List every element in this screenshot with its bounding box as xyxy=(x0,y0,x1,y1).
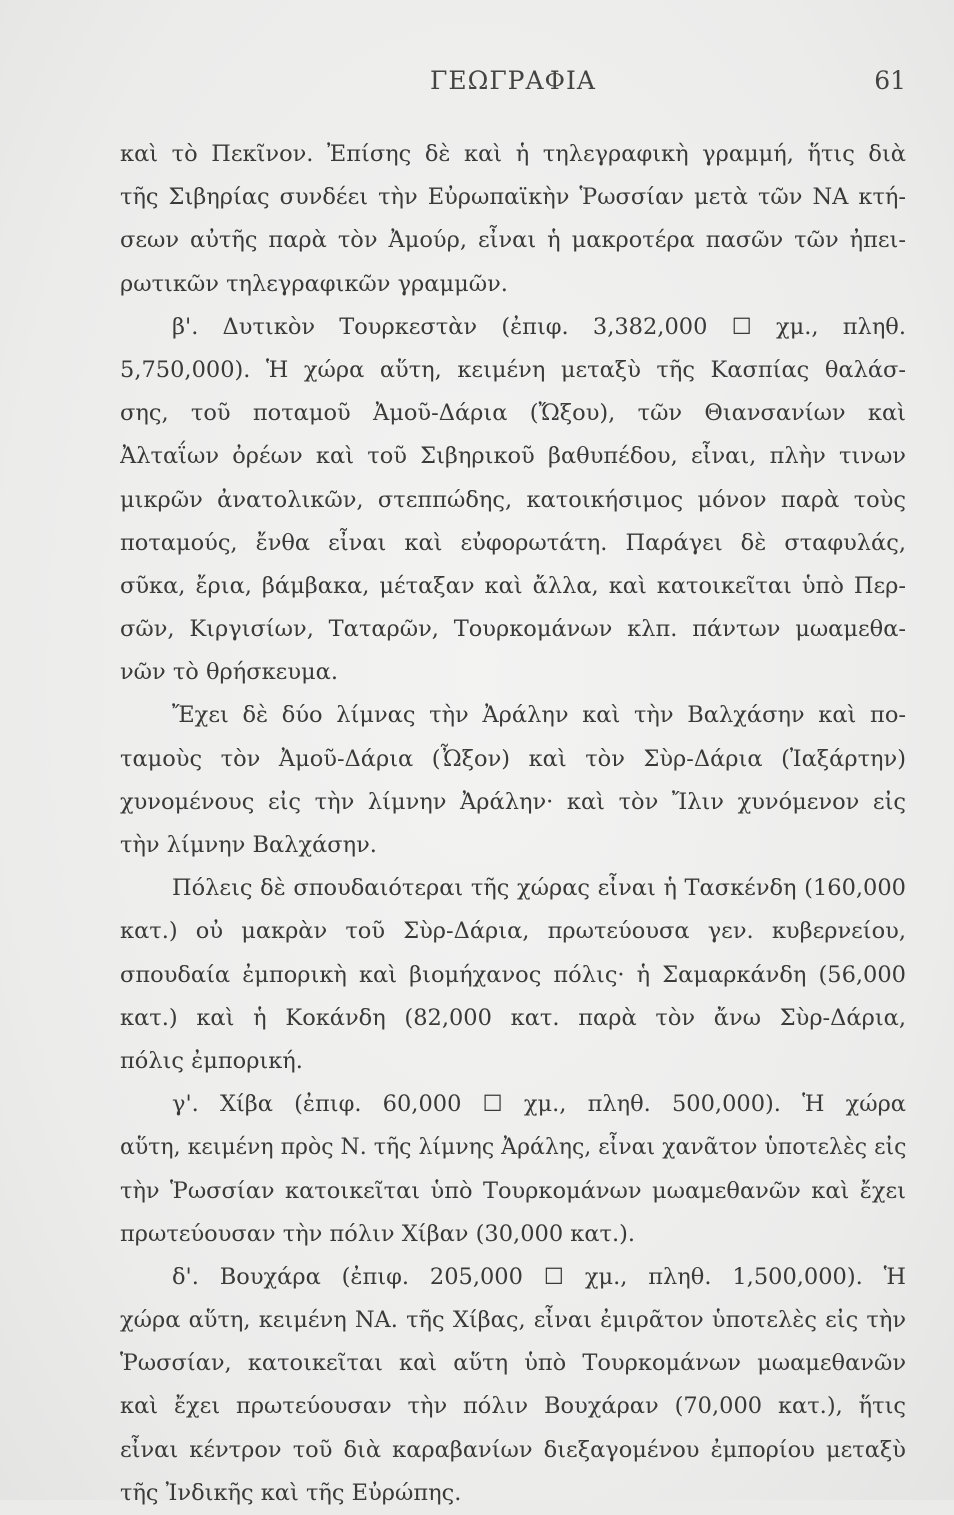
page-number: 61 xyxy=(874,66,906,95)
text-line: τὴν Ῥωσσίαν κατοικεῖται ὑπὸ Τουρκομάνων μωαμεθανῶν καὶ ἔχει xyxy=(120,1177,906,1204)
body-text xyxy=(120,133,906,1515)
text-line: σπουδαία ἐμπορικὴ καὶ βιομήχανος πόλις· ἡ Σαμαρκάνδη (56,000 xyxy=(120,961,906,988)
text-line: μικρῶν ἀνατολικῶν, στεππώδης, κατοικήσιμος μόνον παρὰ τοὺς xyxy=(120,486,906,513)
text-line: σῦκα, ἔρια, βάμβακα, μέταξαν καὶ ἄλλα, καὶ κατοικεῖται ὑπὸ Περ- xyxy=(120,572,906,599)
text-line: ταμοὺς τὸν Ἀμοῦ-Δάρια (Ὦξον) καὶ τὸν Σὺρ-Δάρια (Ἰαξάρτην) xyxy=(120,745,906,772)
text-line: ποταμούς, ἔνθα εἶναι καὶ εὐφορωτάτη. Παράγει δὲ σταφυλάς, xyxy=(120,529,906,556)
text-line: Ῥωσσίαν, κατοικεῖται καὶ αὕτη ὑπὸ Τουρκομάνων μωαμεθανῶν xyxy=(120,1350,906,1377)
text-line: τῆς Σιβηρίας συνδέει τὴν Εὐρωπαϊκὴν Ῥωσσίαν μετὰ τῶν ΝΑ κτή- xyxy=(120,184,906,211)
text-line: χώρα αὕτη, κειμένη ΝΑ. τῆς Χίβας, εἶναι ἐμιρᾶτον ὑποτελὲς εἰς τὴν xyxy=(120,1307,906,1334)
text-line: σῶν, Κιργισίων, Ταταρῶν, Τουρκομάνων κλπ. πάντων μωαμεθα- xyxy=(120,616,906,643)
section-heading-line: β'. Δυτικὸν Τουρκεστὰν (ἐπιφ. 3,382,000 ☐ χμ., πληθ. xyxy=(172,313,906,340)
page-header xyxy=(120,66,906,106)
text-line: καὶ τὸ Πεκῖνον. Ἐπίσης δὲ καὶ ἡ τηλεγραφικὴ γραμμή, ἥτις διὰ xyxy=(120,141,906,167)
text-line: σης, τοῦ ποταμοῦ Ἀμοῦ-Δάρια (Ὤξου), τῶν Θιανσανίων καὶ xyxy=(120,400,906,427)
text-line: τῆς Ἰνδικῆς καὶ τῆς Εὐρώπης. xyxy=(120,1479,462,1506)
text-line: Ἔχει δὲ δύο λίμνας τὴν Ἀράλην καὶ τὴν Βαλχάσην καὶ πο- xyxy=(172,702,906,729)
running-title: ΓΕΩΓΡΑΦΙΑ xyxy=(430,66,596,95)
text-line: χυνομένους εἰς τὴν λίμνην Ἀράλην· καὶ τὸν Ἴλιν χυνόμενον εἰς xyxy=(120,788,906,815)
text-line: νῶν τὸ θρήσκευμα. xyxy=(120,659,338,686)
section-heading-line: δ'. Βουχάρα (ἐπιφ. 205,000 ☐ χμ., πληθ. 1,500,000). Ἡ xyxy=(172,1263,906,1290)
text-line: ρωτικῶν τηλεγραφικῶν γραμμῶν. xyxy=(120,270,508,297)
text-line: κατ.) οὐ μακρὰν τοῦ Σὺρ-Δάρια, πρωτεύουσα γεν. κυβερνείου, xyxy=(120,918,906,945)
text-line: εἶναι κέντρον τοῦ διὰ καραβανίων διεξαγομένου ἐμπορίου μεταξὺ xyxy=(120,1436,906,1463)
text-line: πρωτεύουσαν τὴν πόλιν Χίβαν (30,000 κατ.). xyxy=(120,1220,636,1247)
text-line: 5,750,000). Ἡ χώρα αὕτη, κειμένη μεταξὺ τῆς Κασπίας θαλάσ- xyxy=(120,356,906,383)
section-heading-line: γ'. Χίβα (ἐπιφ. 60,000 ☐ χμ., πληθ. 500,000). Ἡ χώρα xyxy=(172,1091,906,1118)
text-line: Ἀλταΐων ὀρέων καὶ τοῦ Σιβηρικοῦ βαθυπέδου, εἶναι, πλὴν τινων xyxy=(120,443,906,470)
text-line: καὶ ἔχει πρωτεύουσαν τὴν πόλιν Βουχάραν (70,000 κατ.), ἥτις xyxy=(120,1393,906,1420)
text-line: τὴν λίμνην Βαλχάσην. xyxy=(120,832,377,858)
text-line: πόλις ἐμπορική. xyxy=(120,1047,303,1074)
text-line: κατ.) καὶ ἡ Κοκάνδη (82,000 κατ. παρὰ τὸν ἄνω Σὺρ-Δάρια, xyxy=(120,1004,906,1031)
text-line: σεων αὐτῆς παρὰ τὸν Ἀμούρ, εἶναι ἡ μακροτέρα πασῶν τῶν ἠπει- xyxy=(120,227,906,254)
text-line: Πόλεις δὲ σπουδαιότεραι τῆς χώρας εἶναι ἡ Τασκένδη (160,000 xyxy=(172,875,906,902)
text-line: αὕτη, κειμένη πρὸς Ν. τῆς λίμνης Ἀράλης, εἶναι χανᾶτον ὑποτελὲς εἰς xyxy=(120,1135,906,1161)
